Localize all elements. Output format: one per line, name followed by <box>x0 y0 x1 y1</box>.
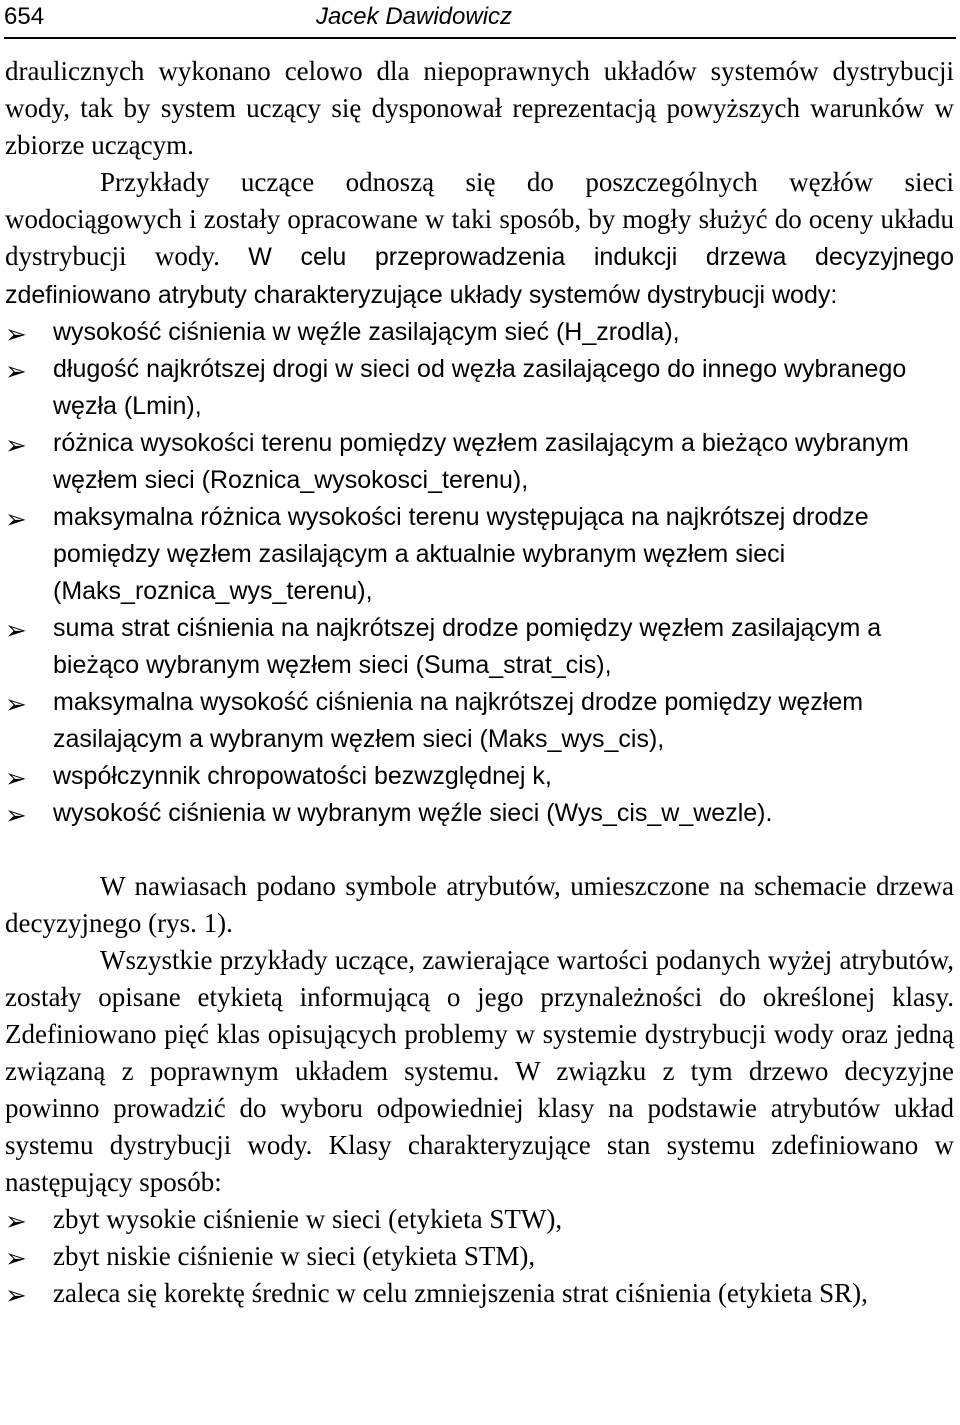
running-head-author: Jacek Dawidowicz <box>315 3 513 30</box>
list-item <box>5 795 954 832</box>
list-item <box>5 314 954 351</box>
attribute-list <box>5 314 954 832</box>
arrow-bullet-icon: ➢ <box>5 356 27 386</box>
list-item <box>5 610 954 684</box>
list-item <box>5 1238 954 1275</box>
list-item-text: różnica wysokości terenu pomiędzy węzłem zasilającym a bieżąco wybranym węzłem sieci (Roznica_wysokosci_terenu), <box>53 429 909 494</box>
arrow-bullet-icon: ➢ <box>5 763 27 793</box>
page-number: 654 <box>4 3 45 30</box>
arrow-bullet-icon: ➢ <box>5 689 27 719</box>
paragraph-examples-part1: Przykłady uczące odnoszą się do poszczególnych węzłów sieci wodociągowych i zostały opracowane w taki sposób, by mogły służyć do oceny układu dystrybucji wody. <box>5 167 954 271</box>
paragraph-examples-part2: W celu przeprowadzenia indukcji drzewa decyzyjnego zdefiniowano atrybuty charakteryzujące układy systemów dystrybucji wody: <box>5 243 954 309</box>
list-item-text: współczynnik chropowatości bezwzględnej k, <box>53 762 552 790</box>
paragraph-examples <box>5 164 954 314</box>
class-list <box>5 1201 954 1312</box>
paragraph-continued: draulicznych wykonano celowo dla niepoprawnych układów systemów dystrybucji wody, tak by system uczący się dysponował reprezentacją powyższych warunków w zbiorze uczącym. <box>5 56 954 160</box>
list-item <box>5 499 954 610</box>
list-item <box>5 1201 954 1238</box>
list-item-text: wysokość ciśnienia w węźle zasilającym sieć (H_zrodla), <box>53 318 680 346</box>
list-item-text: zaleca się korektę średnic w celu zmniejszenia strat ciśnienia (etykieta SR), <box>53 1278 868 1308</box>
arrow-bullet-icon: ➢ <box>5 800 27 830</box>
list-item-text: maksymalna różnica wysokości terenu występująca na najkrótszej drodze pomiędzy węzłem zasilającym a aktualnie wybranym węzłem sieci (Maks_roznica_wys_terenu), <box>53 503 869 605</box>
paragraph-classes: Wszystkie przykłady uczące, zawierające wartości podanych wyżej atrybutów, zostały opisane etykietą informującą o jego przynależności do określonej klasy. Zdefiniowano pięć klas opisujących problemy w systemie dystrybucji wody oraz jedną związaną z poprawnym układem systemu. W związku z tym drzewo decyzyjne powinno prowadzić do wyboru odpowiedniej klasy na podstawie atrybutów układ systemu dystrybucji wody. Klasy charakteryzujące stan systemu zdefiniowano w następujący sposób: <box>5 945 954 1197</box>
body-text <box>5 53 954 1312</box>
list-item <box>5 425 954 499</box>
arrow-bullet-icon: ➢ <box>5 1244 27 1273</box>
list-item-text: długość najkrótszej drogi w sieci od węzła zasilającego do innego wybranego węzła (Lmin), <box>53 355 907 420</box>
arrow-bullet-icon: ➢ <box>5 319 27 349</box>
list-item <box>5 684 954 758</box>
list-item-text: zbyt wysokie ciśnienie w sieci (etykieta STW), <box>53 1204 563 1234</box>
list-item <box>5 1275 954 1312</box>
arrow-bullet-icon: ➢ <box>5 430 27 460</box>
list-item <box>5 351 954 425</box>
list-item-text: wysokość ciśnienia w wybranym węźle sieci (Wys_cis_w_wezle). <box>53 799 773 827</box>
arrow-bullet-icon: ➢ <box>5 504 27 534</box>
list-item-text: zbyt niskie ciśnienie w sieci (etykieta STM), <box>53 1241 536 1271</box>
arrow-bullet-icon: ➢ <box>5 1281 27 1310</box>
running-header <box>4 0 954 35</box>
paragraph-symbols: W nawiasach podano symbole atrybutów, umieszczone na schemacie drzewa decyzyjnego (rys. 1). <box>5 871 954 938</box>
list-item-text: maksymalna wysokość ciśnienia na najkrótszej drodze pomiędzy węzłem zasilającym a wybranym węzłem sieci (Maks_wys_cis), <box>53 688 864 753</box>
header-rule <box>4 37 956 39</box>
arrow-bullet-icon: ➢ <box>5 1207 27 1236</box>
list-item <box>5 758 954 795</box>
arrow-bullet-icon: ➢ <box>5 615 27 645</box>
list-item-text: suma strat ciśnienia na najkrótszej drodze pomiędzy węzłem zasilającym a bieżąco wybranym węzłem sieci (Suma_strat_cis), <box>53 614 882 679</box>
